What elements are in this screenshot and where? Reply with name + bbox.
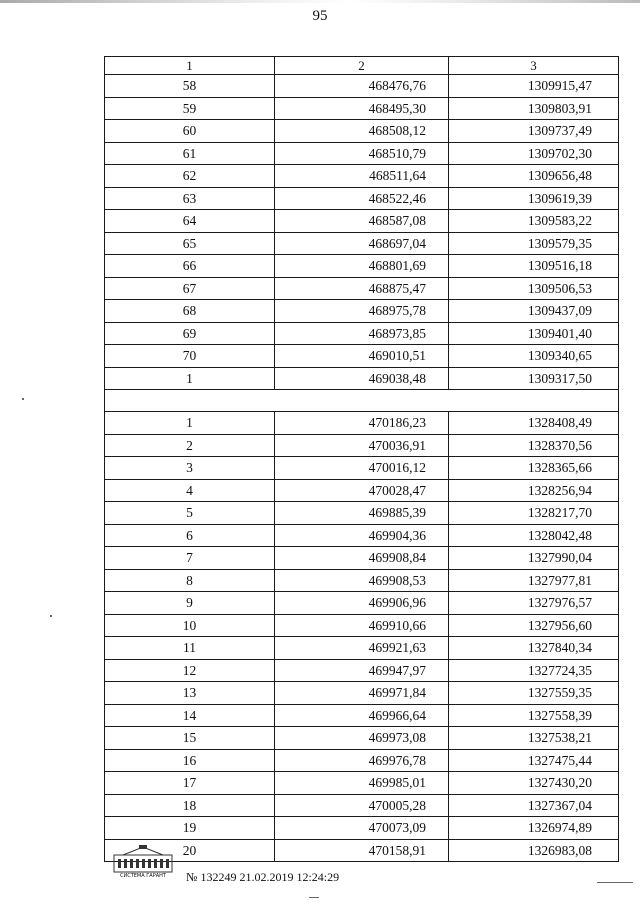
y-coordinate-cell: 1327558,39 [449,704,619,727]
scan-speck [597,882,633,883]
table-row [105,592,619,615]
table-row [105,322,619,345]
point-number-cell: 62 [105,165,275,188]
x-coordinate-cell: 468508,12 [275,120,449,143]
point-number-cell: 1 [105,367,275,390]
x-coordinate-cell: 468973,85 [275,322,449,345]
x-coordinate-cell: 469904,36 [275,524,449,547]
table-row [105,502,619,525]
y-coordinate-cell: 1327724,35 [449,659,619,682]
x-coordinate-cell: 469906,96 [275,592,449,615]
table-header-row [105,57,619,75]
stamp-caption: СИСТЕМА ГАРАНТ [120,873,166,879]
y-coordinate-cell: 1327840,34 [449,637,619,660]
point-number-cell: 14 [105,704,275,727]
point-number-cell: 61 [105,142,275,165]
table-row [105,772,619,795]
x-coordinate-cell: 469966,64 [275,704,449,727]
x-coordinate-cell: 469985,01 [275,772,449,795]
point-number-cell: 69 [105,322,275,345]
x-coordinate-cell: 468875,47 [275,277,449,300]
table-row [105,659,619,682]
table-row [105,210,619,233]
point-number-cell: 20 [105,839,275,862]
y-coordinate-cell: 1309619,39 [449,187,619,210]
x-coordinate-cell: 469973,08 [275,727,449,750]
table-row [105,120,619,143]
table-row [105,232,619,255]
table-row [105,75,619,98]
point-number-cell: 2 [105,434,275,457]
table-row [105,412,619,435]
column-header: 3 [449,57,619,75]
point-number-cell: 64 [105,210,275,233]
point-number-cell: 63 [105,187,275,210]
x-coordinate-cell: 469010,51 [275,345,449,368]
x-coordinate-cell: 470016,12 [275,457,449,480]
y-coordinate-cell: 1309340,65 [449,345,619,368]
point-number-cell: 17 [105,772,275,795]
page-number: 95 [312,8,328,24]
y-coordinate-cell: 1327976,57 [449,592,619,615]
table-row [105,367,619,390]
table-row [105,547,619,570]
y-coordinate-cell: 1309702,30 [449,142,619,165]
y-coordinate-cell: 1309506,53 [449,277,619,300]
table-row [105,727,619,750]
point-number-cell: 10 [105,614,275,637]
x-coordinate-cell: 468511,64 [275,165,449,188]
point-number-cell: 60 [105,120,275,143]
table-row [105,457,619,480]
table-row [105,165,619,188]
y-coordinate-cell: 1327430,20 [449,772,619,795]
separator-row [105,390,619,412]
table-row [105,682,619,705]
table-row [105,434,619,457]
x-coordinate-cell: 468975,78 [275,300,449,323]
table-row [105,749,619,772]
scan-edge [0,0,640,3]
y-coordinate-cell: 1309401,40 [449,322,619,345]
x-coordinate-cell: 468587,08 [275,210,449,233]
column-header: 1 [105,57,275,75]
point-number-cell: 18 [105,794,275,817]
document-reference: № 132249 21.02.2019 12:24:29 [186,870,340,884]
table-row [105,300,619,323]
table-row [105,637,619,660]
scan-speck [22,398,24,400]
point-number-cell: 1 [105,412,275,435]
x-coordinate-cell: 470005,28 [275,794,449,817]
table-row [105,817,619,840]
x-coordinate-cell: 470186,23 [275,412,449,435]
table-row [105,569,619,592]
y-coordinate-cell: 1327977,81 [449,569,619,592]
point-number-cell: 6 [105,524,275,547]
table-row [105,187,619,210]
point-number-cell: 66 [105,255,275,278]
y-coordinate-cell: 1327475,44 [449,749,619,772]
y-coordinate-cell: 1309437,09 [449,300,619,323]
table-row [105,255,619,278]
y-coordinate-cell: 1328408,49 [449,412,619,435]
y-coordinate-cell: 1309656,48 [449,165,619,188]
x-coordinate-cell: 470073,09 [275,817,449,840]
y-coordinate-cell: 1327367,04 [449,794,619,817]
table-row [105,142,619,165]
table-row [105,97,619,120]
table-row [105,277,619,300]
y-coordinate-cell: 1328042,48 [449,524,619,547]
point-number-cell: 9 [105,592,275,615]
y-coordinate-cell: 1327956,60 [449,614,619,637]
y-coordinate-cell: 1327559,35 [449,682,619,705]
y-coordinate-cell: 1328256,94 [449,479,619,502]
x-coordinate-cell: 468476,76 [275,75,449,98]
table-row [105,614,619,637]
point-number-cell: 11 [105,637,275,660]
x-coordinate-cell: 469038,48 [275,367,449,390]
scan-speck [50,615,52,617]
y-coordinate-cell: 1309737,49 [449,120,619,143]
table-row [105,704,619,727]
point-number-cell: 70 [105,345,275,368]
point-number-cell: 67 [105,277,275,300]
x-coordinate-cell: 469976,78 [275,749,449,772]
x-coordinate-cell: 469971,84 [275,682,449,705]
scan-speck [309,897,319,898]
y-coordinate-cell: 1326983,08 [449,839,619,862]
x-coordinate-cell: 468522,46 [275,187,449,210]
x-coordinate-cell: 469947,97 [275,659,449,682]
x-coordinate-cell: 468801,69 [275,255,449,278]
x-coordinate-cell: 469910,66 [275,614,449,637]
point-number-cell: 16 [105,749,275,772]
y-coordinate-cell: 1328370,56 [449,434,619,457]
x-coordinate-cell: 468510,79 [275,142,449,165]
point-number-cell: 19 [105,817,275,840]
x-coordinate-cell: 468697,04 [275,232,449,255]
y-coordinate-cell: 1309516,18 [449,255,619,278]
point-number-cell: 5 [105,502,275,525]
table-row [105,479,619,502]
x-coordinate-cell: 469921,63 [275,637,449,660]
archive-building-stamp [113,845,173,873]
point-number-cell: 59 [105,97,275,120]
y-coordinate-cell: 1309915,47 [449,75,619,98]
point-number-cell: 65 [105,232,275,255]
y-coordinate-cell: 1309803,91 [449,97,619,120]
point-number-cell: 7 [105,547,275,570]
x-coordinate-cell: 469908,84 [275,547,449,570]
table-row [105,839,619,862]
table-row [105,524,619,547]
y-coordinate-cell: 1327990,04 [449,547,619,570]
y-coordinate-cell: 1309317,50 [449,367,619,390]
table-row [105,794,619,817]
point-number-cell: 4 [105,479,275,502]
point-number-cell: 12 [105,659,275,682]
x-coordinate-cell: 469908,53 [275,569,449,592]
y-coordinate-cell: 1309583,22 [449,210,619,233]
point-number-cell: 58 [105,75,275,98]
y-coordinate-cell: 1328217,70 [449,502,619,525]
point-number-cell: 13 [105,682,275,705]
y-coordinate-cell: 1309579,35 [449,232,619,255]
x-coordinate-cell: 469885,39 [275,502,449,525]
point-number-cell: 15 [105,727,275,750]
point-number-cell: 68 [105,300,275,323]
y-coordinate-cell: 1327538,21 [449,727,619,750]
separator-cell [105,390,619,412]
y-coordinate-cell: 1328365,66 [449,457,619,480]
point-number-cell: 3 [105,457,275,480]
table-row [105,345,619,368]
x-coordinate-cell: 470036,91 [275,434,449,457]
column-header: 2 [275,57,449,75]
x-coordinate-cell: 470158,91 [275,839,449,862]
point-number-cell: 8 [105,569,275,592]
x-coordinate-cell: 468495,30 [275,97,449,120]
y-coordinate-cell: 1326974,89 [449,817,619,840]
x-coordinate-cell: 470028,47 [275,479,449,502]
coordinates-table [104,56,619,862]
